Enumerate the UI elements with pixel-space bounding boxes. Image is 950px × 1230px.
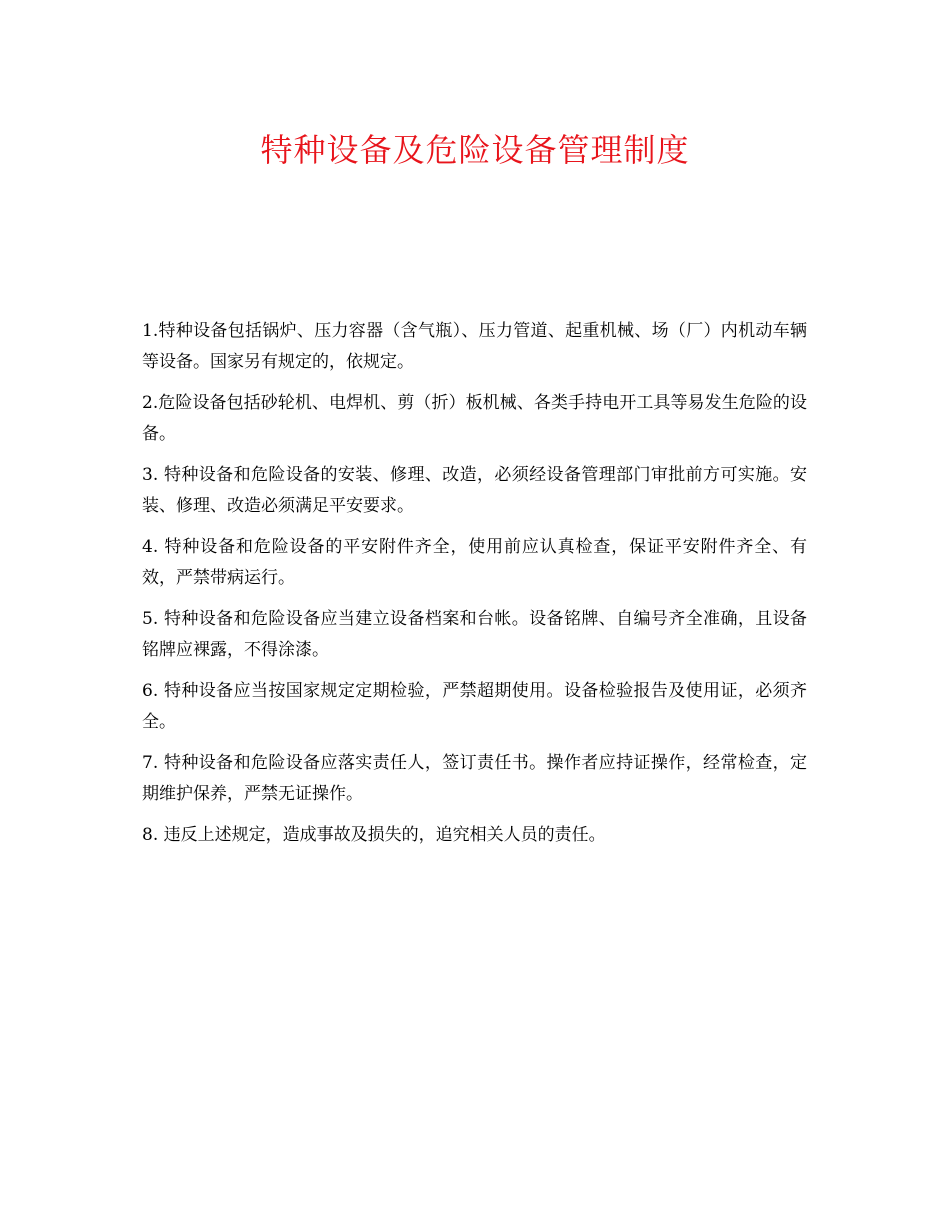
document-title: 特种设备及危险设备管理制度 xyxy=(260,131,690,169)
paragraph-8: 8. 违反上述规定，造成事故及损失的，追究相关人员的责任。 xyxy=(142,825,606,845)
paragraph-7: 7. 特种设备和危险设备应落实责任人，签订责任书。操作者应持证操作，经常检查，定期维护保养，严禁无证操作。 xyxy=(142,753,807,804)
paragraph-3: 3. 特种设备和危险设备的安装、修理、改造，必须经设备管理部门审批前方可实施。安装、修理、改造必须满足平安要求。 xyxy=(142,465,807,516)
document-body xyxy=(142,316,807,861)
paragraph-2: 2.危险设备包括砂轮机、电焊机、剪（折）板机械、各类手持电开工具等易发生危险的设备。 xyxy=(142,393,807,444)
paragraph-1: 1.特种设备包括锅炉、压力容器（含气瓶）、压力管道、起重机械、场（厂）内机动车辆等设备。国家另有规定的，依规定。 xyxy=(142,321,807,372)
paragraph-6: 6. 特种设备应当按国家规定定期检验，严禁超期使用。设备检验报告及使用证，必须齐全。 xyxy=(142,681,807,732)
paragraph-4: 4. 特种设备和危险设备的平安附件齐全，使用前应认真检查，保证平安附件齐全、有效，严禁带病运行。 xyxy=(142,537,807,588)
paragraph-5: 5. 特种设备和危险设备应当建立设备档案和台帐。设备铭牌、自编号齐全准确，且设备铭牌应裸露，不得涂漆。 xyxy=(142,609,807,660)
